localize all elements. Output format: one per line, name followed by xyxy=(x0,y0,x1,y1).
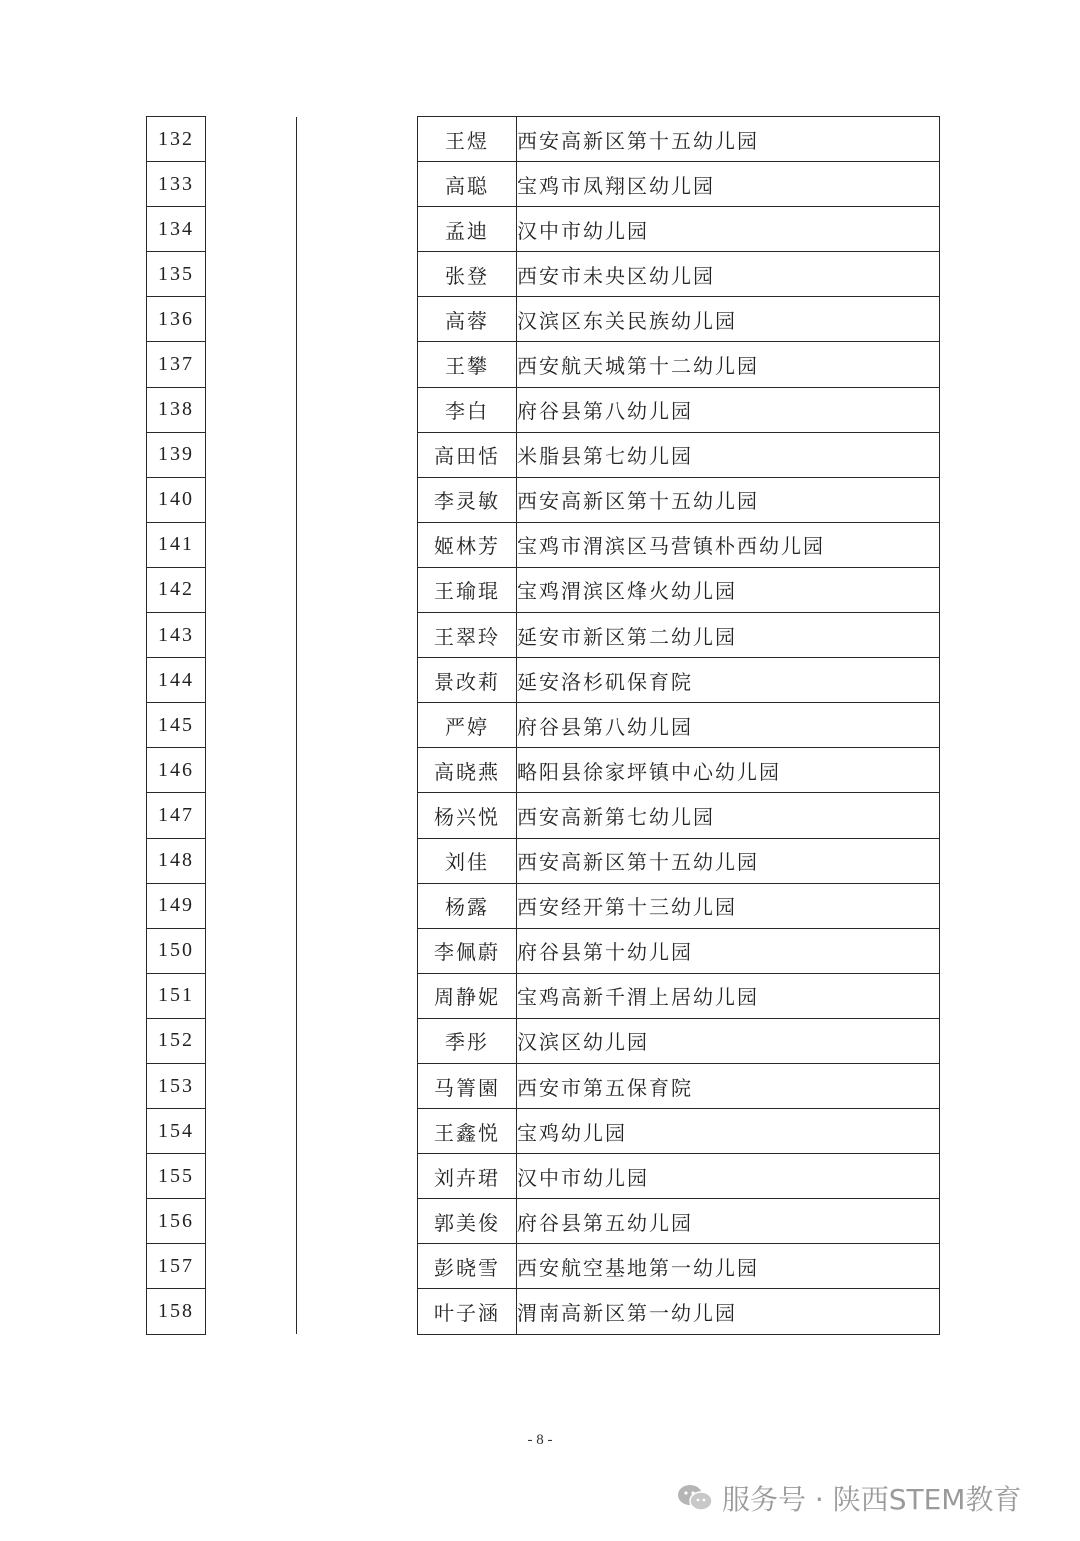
school-cell: 宝鸡高新千渭上居幼儿园 xyxy=(517,973,940,1018)
school-cell: 西安高新第七幼儿园 xyxy=(517,793,940,838)
name-cell: 叶子涵 xyxy=(418,1289,517,1334)
merged-empty-cell xyxy=(297,838,418,883)
name-cell: 季彤 xyxy=(418,1018,517,1063)
merged-empty-cell xyxy=(206,1018,297,1063)
merged-empty-cell xyxy=(206,117,297,162)
name-cell: 李灵敏 xyxy=(418,477,517,522)
name-cell: 王攀 xyxy=(418,342,517,387)
row-number-cell: 141 xyxy=(147,522,206,567)
name-cell: 马箐園 xyxy=(418,1063,517,1108)
name-cell: 高聪 xyxy=(418,162,517,207)
row-number-cell: 142 xyxy=(147,567,206,612)
school-cell: 府谷县第十幼儿园 xyxy=(517,928,940,973)
row-number-cell: 149 xyxy=(147,883,206,928)
merged-empty-cell xyxy=(206,838,297,883)
name-cell: 严婷 xyxy=(418,703,517,748)
school-cell: 汉中市幼儿园 xyxy=(517,1154,940,1199)
name-cell: 王煜 xyxy=(418,117,517,162)
name-cell: 高田恬 xyxy=(418,432,517,477)
merged-empty-cell xyxy=(297,883,418,928)
table-row xyxy=(147,1244,940,1289)
row-number-cell: 135 xyxy=(147,252,206,297)
merged-empty-cell xyxy=(206,748,297,793)
table-row xyxy=(147,613,940,658)
merged-empty-cell xyxy=(206,1154,297,1199)
table-row xyxy=(147,1063,940,1108)
name-cell: 李佩蔚 xyxy=(418,928,517,973)
name-cell: 高蓉 xyxy=(418,297,517,342)
merged-empty-cell xyxy=(297,703,418,748)
row-number-cell: 140 xyxy=(147,477,206,522)
row-number-cell: 150 xyxy=(147,928,206,973)
name-cell: 王瑜琨 xyxy=(418,567,517,612)
table-row xyxy=(147,1199,940,1244)
school-cell: 西安经开第十三幼儿园 xyxy=(517,883,940,928)
name-cell: 王鑫悦 xyxy=(418,1109,517,1154)
merged-empty-cell xyxy=(297,1199,418,1244)
table-row xyxy=(147,748,940,793)
row-number-cell: 153 xyxy=(147,1063,206,1108)
table-row xyxy=(147,703,940,748)
name-cell: 姬林芳 xyxy=(418,522,517,567)
merged-empty-cell xyxy=(297,252,418,297)
name-cell: 张登 xyxy=(418,252,517,297)
merged-empty-cell xyxy=(206,1109,297,1154)
merged-empty-cell xyxy=(297,342,418,387)
merged-empty-cell xyxy=(297,973,418,1018)
school-cell: 西安航天城第十二幼儿园 xyxy=(517,342,940,387)
school-cell: 西安航空基地第一幼儿园 xyxy=(517,1244,940,1289)
school-cell: 西安市未央区幼儿园 xyxy=(517,252,940,297)
name-cell: 孟迪 xyxy=(418,207,517,252)
name-cell: 高晓燕 xyxy=(418,748,517,793)
school-cell: 府谷县第五幼儿园 xyxy=(517,1199,940,1244)
table-row xyxy=(147,522,940,567)
table-row xyxy=(147,973,940,1018)
name-cell: 周静妮 xyxy=(418,973,517,1018)
row-number-cell: 138 xyxy=(147,387,206,432)
row-number-cell: 133 xyxy=(147,162,206,207)
merged-empty-cell xyxy=(206,207,297,252)
school-cell: 延安洛杉矶保育院 xyxy=(517,658,940,703)
merged-empty-cell xyxy=(297,567,418,612)
merged-empty-cell xyxy=(206,613,297,658)
school-cell: 西安市第五保育院 xyxy=(517,1063,940,1108)
merged-empty-cell xyxy=(297,613,418,658)
merged-empty-cell xyxy=(206,252,297,297)
table-row xyxy=(147,1018,940,1063)
merged-empty-cell xyxy=(206,973,297,1018)
table-row xyxy=(147,342,940,387)
school-cell: 宝鸡市凤翔区幼儿园 xyxy=(517,162,940,207)
table-row xyxy=(147,387,940,432)
table-row xyxy=(147,432,940,477)
name-cell: 杨露 xyxy=(418,883,517,928)
merged-empty-cell xyxy=(297,117,418,162)
table-row xyxy=(147,297,940,342)
merged-empty-cell xyxy=(297,477,418,522)
merged-empty-cell xyxy=(206,162,297,207)
merged-empty-cell xyxy=(206,432,297,477)
school-cell: 宝鸡市渭滨区马营镇朴西幼儿园 xyxy=(517,522,940,567)
merged-empty-cell xyxy=(297,1289,418,1334)
row-number-cell: 151 xyxy=(147,973,206,1018)
row-number-cell: 154 xyxy=(147,1109,206,1154)
row-number-cell: 148 xyxy=(147,838,206,883)
row-number-cell: 139 xyxy=(147,432,206,477)
row-number-cell: 146 xyxy=(147,748,206,793)
name-cell: 刘卉珺 xyxy=(418,1154,517,1199)
merged-empty-cell xyxy=(206,342,297,387)
merged-empty-cell xyxy=(297,1154,418,1199)
school-cell: 西安高新区第十五幼儿园 xyxy=(517,477,940,522)
school-cell: 汉滨区东关民族幼儿园 xyxy=(517,297,940,342)
row-number-cell: 132 xyxy=(147,117,206,162)
school-cell: 府谷县第八幼儿园 xyxy=(517,703,940,748)
table-row xyxy=(147,793,940,838)
row-number-cell: 155 xyxy=(147,1154,206,1199)
row-number-cell: 144 xyxy=(147,658,206,703)
school-cell: 府谷县第八幼儿园 xyxy=(517,387,940,432)
merged-empty-cell xyxy=(206,1199,297,1244)
merged-empty-cell xyxy=(297,748,418,793)
school-cell: 西安高新区第十五幼儿园 xyxy=(517,117,940,162)
watermark-text: 服务号 · 陕西STEM教育 xyxy=(722,1483,1022,1516)
row-number-cell: 145 xyxy=(147,703,206,748)
school-cell: 宝鸡渭滨区烽火幼儿园 xyxy=(517,567,940,612)
row-number-cell: 147 xyxy=(147,793,206,838)
row-number-cell: 137 xyxy=(147,342,206,387)
merged-empty-cell xyxy=(206,297,297,342)
school-cell: 延安市新区第二幼儿园 xyxy=(517,613,940,658)
table-row xyxy=(147,658,940,703)
page-number: - 8 - xyxy=(527,1432,553,1448)
merged-empty-cell xyxy=(206,928,297,973)
merged-empty-cell xyxy=(297,1244,418,1289)
name-cell: 杨兴悦 xyxy=(418,793,517,838)
table-row xyxy=(147,162,940,207)
row-number-cell: 158 xyxy=(147,1289,206,1334)
table-row xyxy=(147,883,940,928)
row-number-cell: 134 xyxy=(147,207,206,252)
merged-empty-cell xyxy=(297,1018,418,1063)
table-row xyxy=(147,1154,940,1199)
table-row xyxy=(147,1289,940,1334)
school-cell: 西安高新区第十五幼儿园 xyxy=(517,838,940,883)
name-cell: 郭美俊 xyxy=(418,1199,517,1244)
merged-empty-cell xyxy=(206,883,297,928)
roster-table xyxy=(146,116,940,1335)
roster-table-body xyxy=(147,117,940,1335)
table-row xyxy=(147,567,940,612)
school-cell: 宝鸡幼儿园 xyxy=(517,1109,940,1154)
name-cell: 景改莉 xyxy=(418,658,517,703)
merged-empty-cell xyxy=(297,297,418,342)
merged-empty-cell xyxy=(297,793,418,838)
row-number-cell: 157 xyxy=(147,1244,206,1289)
merged-empty-cell xyxy=(206,703,297,748)
merged-empty-cell xyxy=(297,432,418,477)
row-number-cell: 156 xyxy=(147,1199,206,1244)
school-cell: 略阳县徐家坪镇中心幼儿园 xyxy=(517,748,940,793)
watermark xyxy=(676,1478,1021,1518)
merged-empty-cell xyxy=(206,477,297,522)
school-cell: 汉滨区幼儿园 xyxy=(517,1018,940,1063)
merged-empty-cell xyxy=(206,1063,297,1108)
merged-empty-cell xyxy=(297,387,418,432)
merged-empty-cell xyxy=(297,658,418,703)
wechat-logo-icon xyxy=(676,1483,714,1513)
merged-empty-cell xyxy=(206,1289,297,1334)
merged-empty-cell xyxy=(297,1063,418,1108)
table-row xyxy=(147,117,940,162)
merged-empty-cell xyxy=(206,522,297,567)
table-row xyxy=(147,1109,940,1154)
name-cell: 刘佳 xyxy=(418,838,517,883)
merged-empty-cell xyxy=(297,928,418,973)
name-cell: 王翠玲 xyxy=(418,613,517,658)
row-number-cell: 143 xyxy=(147,613,206,658)
merged-empty-cell xyxy=(206,658,297,703)
merged-empty-cell xyxy=(297,162,418,207)
row-number-cell: 152 xyxy=(147,1018,206,1063)
merged-empty-cell xyxy=(206,567,297,612)
merged-empty-cell xyxy=(206,387,297,432)
school-cell: 渭南高新区第一幼儿园 xyxy=(517,1289,940,1334)
table-row xyxy=(147,252,940,297)
table-row xyxy=(147,207,940,252)
table-row xyxy=(147,477,940,522)
row-number-cell: 136 xyxy=(147,297,206,342)
school-cell: 汉中市幼儿园 xyxy=(517,207,940,252)
merged-empty-cell xyxy=(206,1244,297,1289)
merged-empty-cell xyxy=(297,207,418,252)
table-row xyxy=(147,838,940,883)
merged-empty-cell xyxy=(297,1109,418,1154)
school-cell: 米脂县第七幼儿园 xyxy=(517,432,940,477)
name-cell: 彭晓雪 xyxy=(418,1244,517,1289)
name-cell: 李白 xyxy=(418,387,517,432)
merged-empty-cell xyxy=(297,522,418,567)
table-row xyxy=(147,928,940,973)
merged-empty-cell xyxy=(206,793,297,838)
